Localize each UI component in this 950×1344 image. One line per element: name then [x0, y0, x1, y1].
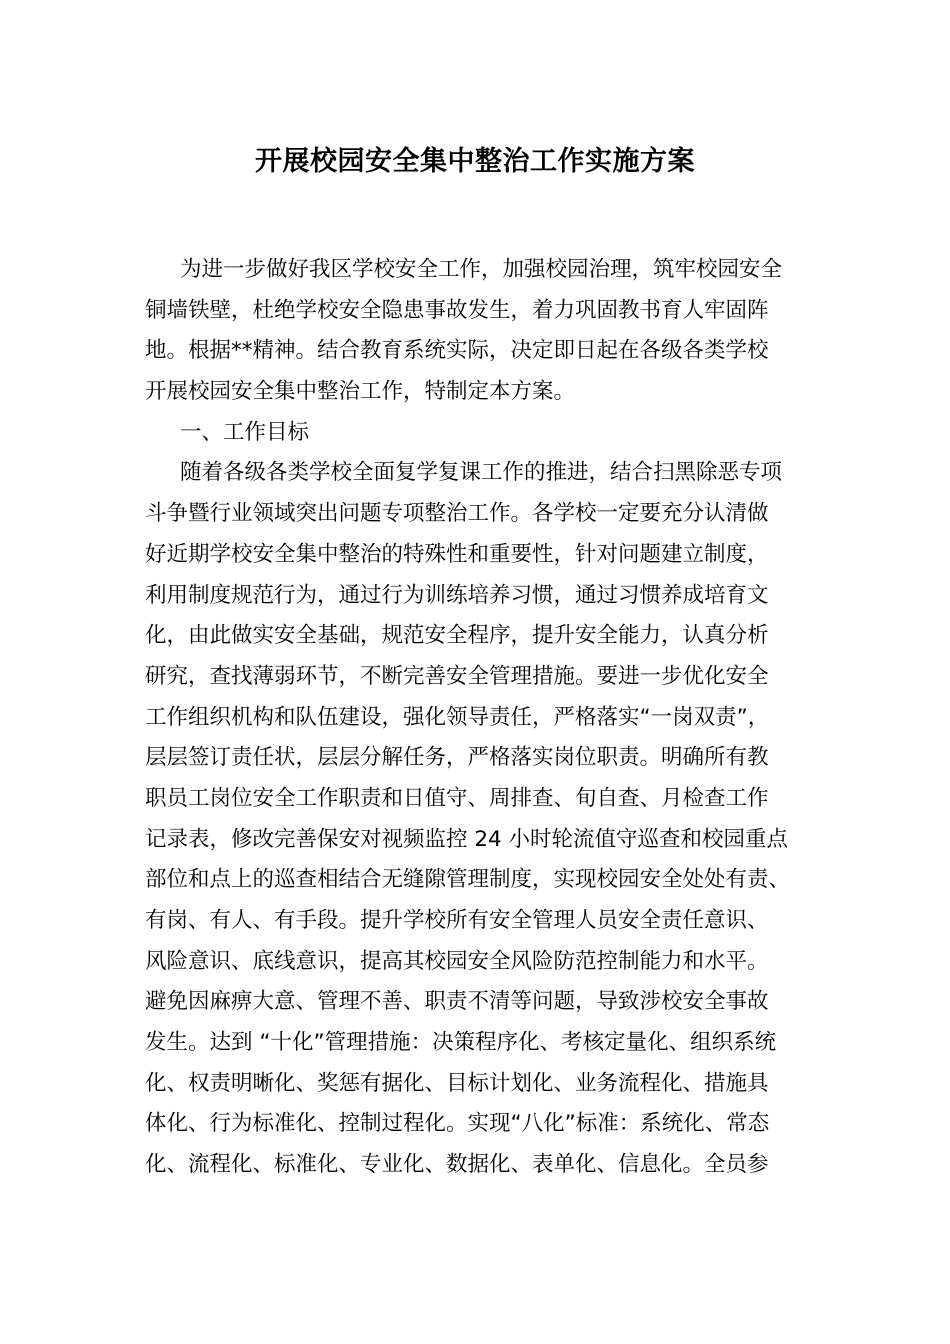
paragraph-line: 好近期学校安全集中整治的特殊性和重要性，针对问题建立制度， — [145, 541, 769, 567]
paragraph-line: 斗争暨行业领域突出问题专项整治工作。各学校一定要充分认清做 — [145, 501, 769, 527]
paragraph-line: 体化、行为标准化、控制过程化。实现“八化”标准：系统化、常态 — [145, 1111, 770, 1137]
paragraph-line: 为进一步做好我区学校安全工作，加强校园治理，筑牢校园安全 — [180, 257, 783, 282]
paragraph-line: 工作组织机构和队伍建设，强化领导责任，严格落实“一岗双责”， — [145, 704, 770, 730]
paragraph-line: 化，由此做实安全基础，规范安全程序，提升安全能力，认真分析 — [145, 623, 769, 649]
paragraph-line: 化、权责明晰化、奖惩有据化、目标计划化、业务流程化、措施具 — [145, 1070, 769, 1096]
paragraph-line: 部位和点上的巡查相结合无缝隙管理制度，实现校园安全处处有责、 — [145, 867, 791, 893]
paragraph-line: 避免因麻痹大意、管理不善、职责不清等问题，导致涉校安全事故 — [145, 989, 769, 1015]
paragraph-line: 地。根据**精神。结合教育系统实际，决定即日起在各级各类学校 — [145, 338, 769, 364]
paragraph-line: 利用制度规范行为，通过行为训练培养习惯，通过习惯养成培育文 — [145, 582, 769, 608]
paragraph-line: 职员工岗位安全工作职责和日值守、周排查、旬自查、月检查工作 — [145, 785, 769, 811]
paragraph-line: 记录表，修改完善保安对视频监控 24 小时轮流值守巡查和校园重点 — [145, 826, 789, 852]
paragraph-line: 风险意识、底线意识，提高其校园安全风险防范控制能力和水平。 — [145, 948, 769, 974]
paragraph-line: 铜墙铁壁，杜绝学校安全隐患事故发生，着力巩固教书育人牢固阵 — [145, 297, 769, 323]
paragraph-line: 层层签订责任状，层层分解任务，严格落实岗位职责。明确所有教 — [145, 745, 769, 771]
paragraph-line: 化、流程化、标准化、专业化、数据化、表单化、信息化。全员参 — [145, 1152, 769, 1178]
section-heading: 一、工作目标 — [180, 419, 310, 445]
paragraph-line: 发生。达到 “十化”管理措施：决策程序化、考核定量化、组织系统 — [145, 1030, 777, 1056]
document-body — [145, 250, 835, 1186]
paragraph-line: 开展校园安全集中整治工作，特制定本方案。 — [145, 379, 576, 405]
paragraph-line: 研究，查找薄弱环节，不断完善安全管理措施。要进一步优化安全 — [145, 663, 769, 689]
paragraph-line: 随着各级各类学校全面复学复课工作的推进，结合扫黑除恶专项 — [180, 460, 783, 486]
document-title: 开展校园安全集中整治工作实施方案 — [255, 146, 695, 177]
paragraph-line: 有岗、有人、有手段。提升学校所有安全管理人员安全责任意识、 — [145, 908, 769, 933]
